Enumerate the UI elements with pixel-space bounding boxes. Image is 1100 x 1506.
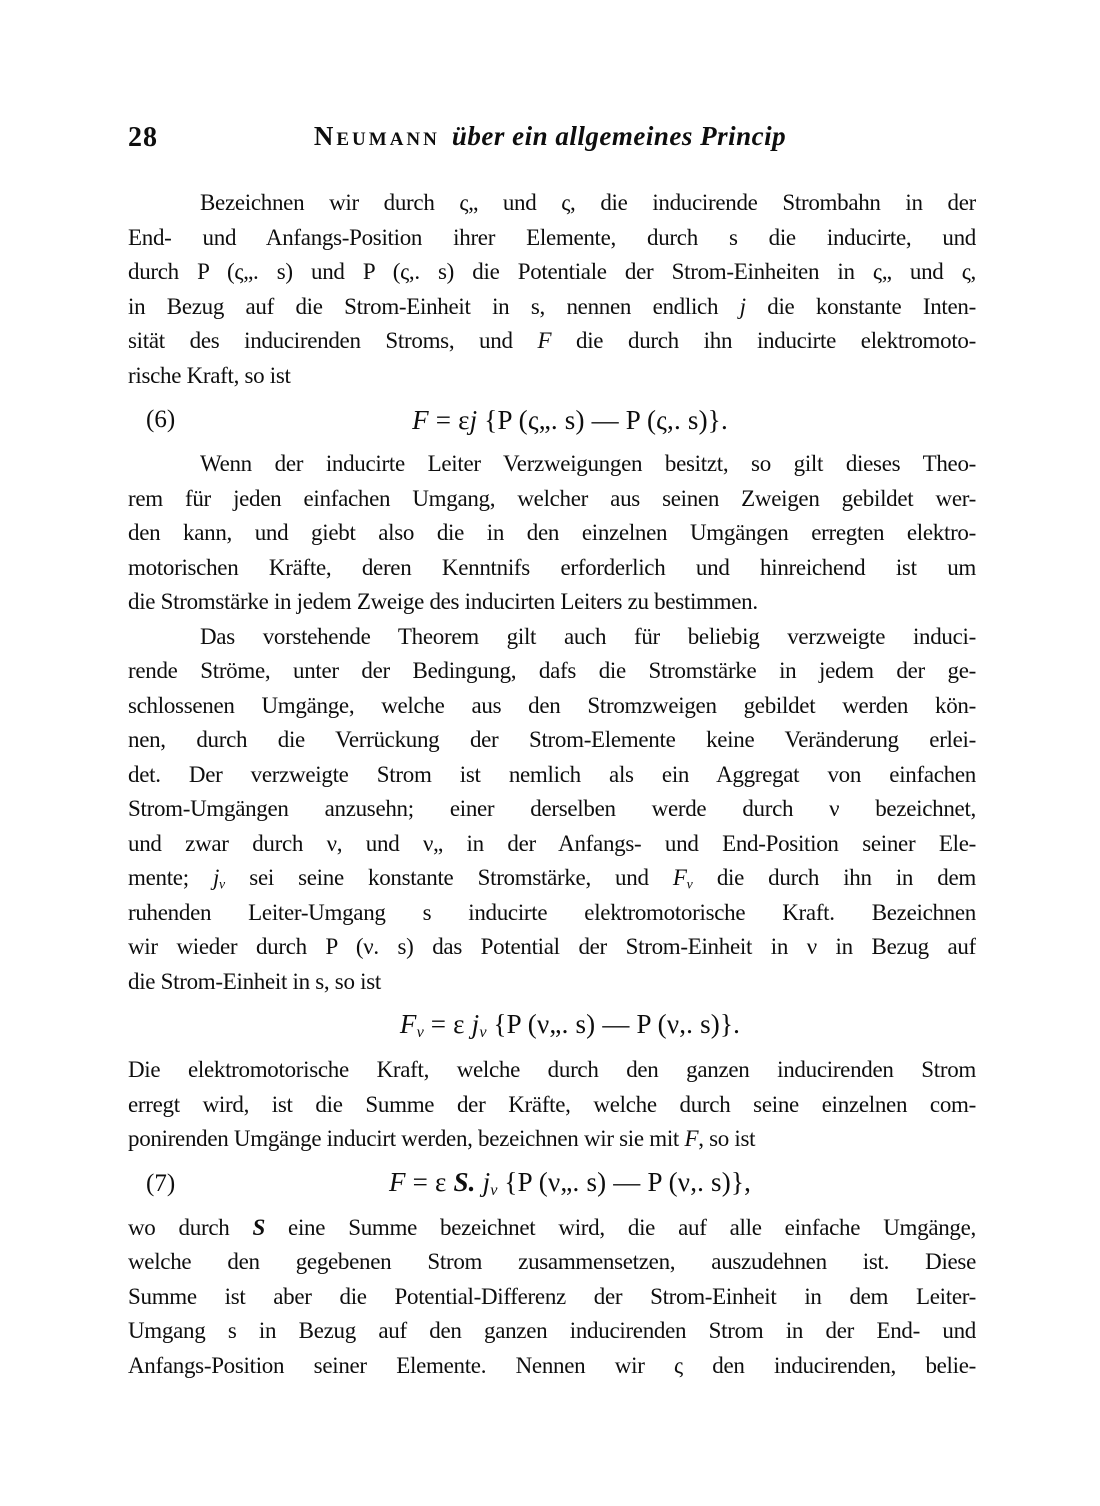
- text-line: Wenn der inducirte Leiter Verzweigungen besitzt, so gilt dieses Theo-: [200, 451, 976, 476]
- formula-part: {P (ν„. s) — P (ν,. s)},: [497, 1166, 752, 1197]
- formula-part: eine Summe bezeichnet wird, die auf alle einfache Umgänge,: [264, 1214, 976, 1240]
- paragraph: [128, 1211, 976, 1384]
- text-line: schlossenen Umgänge, welche aus den Stromzweigen gebildet werden kön-: [128, 692, 976, 718]
- formula-part: j: [212, 865, 220, 890]
- text-line: End- und Anfangs-Position ihrer Elemente, durch s die inducirte, und: [128, 224, 976, 250]
- formula-part: {P (ν„. s) — P (ν,. s)}.: [486, 1009, 741, 1040]
- formula-part: mente;: [128, 865, 213, 890]
- formula-part: sei seine konstante Stromstärke, und: [225, 865, 673, 890]
- text-line: Anfangs-Position seiner Elemente. Nennen wir ς den inducirenden, belie-: [128, 1352, 976, 1378]
- text-line: Umgang s in Bezug auf den ganzen inducirenden Strom in der End- und: [128, 1318, 976, 1343]
- formula-part: die durch ihn in dem: [692, 865, 976, 890]
- text-line: die Strom-Einheit in s, so ist: [128, 968, 381, 994]
- formula-part: = ε: [405, 1166, 454, 1197]
- text-line: Bezeichnen wir durch ς„ und ς, die inducirende Strombahn in der: [200, 190, 976, 215]
- formula-body: [412, 405, 728, 436]
- text-line: [128, 1211, 976, 1246]
- text-line: Strom-Umgängen anzusehn; einer derselben werde durch ν bezeichnet,: [128, 796, 976, 821]
- page-number: 28: [128, 122, 158, 153]
- formula-part: die konstante Inten-: [745, 293, 976, 319]
- formula-part: j: [482, 1166, 491, 1197]
- paragraph: [128, 620, 976, 1000]
- formula-part: sität des inducirenden Stroms, und: [128, 328, 538, 353]
- text-line: welche den gegebenen Strom zusammensetzen, auszudehnen ist. Diese: [128, 1249, 976, 1274]
- formula-number: (6): [146, 406, 176, 433]
- formula-part: F: [684, 1126, 699, 1151]
- formula-part: F: [672, 865, 687, 890]
- paragraph: [128, 186, 976, 393]
- formula-part: wo durch: [128, 1214, 253, 1240]
- formula-part: j: [471, 1009, 480, 1040]
- formula-part: F: [412, 404, 429, 435]
- text-line: durch P (ς„. s) und P (ς,. s) die Potentiale der Strom-Einheiten in ς„ und ς,: [128, 259, 976, 284]
- paragraph: [128, 1053, 976, 1157]
- text-line: motorischen Kräfte, deren Kenntnifs erforderlich und hinreichend ist um: [128, 554, 976, 580]
- text-line: rem für jeden einfachen Umgang, welcher aus seinen Zweigen gebildet wer-: [128, 485, 976, 511]
- text-line: erregt wird, ist die Summe der Kräfte, welche durch seine einzelnen com-: [128, 1091, 976, 1117]
- body-text: [128, 186, 976, 1383]
- text-line: wir wieder durch P (ν. s) das Potential der Strom-Einheit in ν in Bezug auf: [128, 934, 976, 959]
- subscript: ν: [219, 876, 226, 892]
- formula-number: (7): [146, 1169, 176, 1197]
- header-title: über ein allgemeines Princip: [451, 121, 787, 151]
- text-line: nen, durch die Verrückung der Strom-Elemente keine Veränderung erlei-: [128, 727, 976, 752]
- formula-part: = ε: [428, 404, 470, 435]
- formula-part: j: [739, 293, 746, 319]
- formula-part: S: [252, 1214, 265, 1240]
- formula-part: ponirenden Umgänge inducirt werden, bezeichnen wir sie mit: [128, 1126, 685, 1151]
- formula-body: [400, 1009, 740, 1042]
- text-line: Summe ist aber die Potential-Differenz der Strom-Einheit in dem Leiter-: [128, 1283, 976, 1309]
- subscript: ν: [490, 1181, 498, 1200]
- header-author: Neumann: [313, 121, 440, 151]
- formula-part: , so ist: [698, 1126, 756, 1151]
- text-line: [128, 1122, 976, 1157]
- text-line: [128, 324, 976, 359]
- display-formula: [128, 393, 976, 447]
- text-line: Die elektromotorische Kraft, welche durch den ganzen inducirenden Strom: [128, 1057, 976, 1082]
- formula-part: S.: [453, 1166, 476, 1197]
- formula-part: F: [399, 1009, 417, 1040]
- text-line: det. Der verzweigte Strom ist nemlich als ein Aggregat von einfachen: [128, 761, 976, 787]
- subscript: ν: [479, 1023, 487, 1042]
- text-line: Das vorstehende Theorem gilt auch für beliebig verzweigte induci-: [200, 623, 976, 649]
- paragraph: [128, 447, 976, 620]
- running-head: [0, 121, 1100, 152]
- text-line: und zwar durch ν, und ν„ in der Anfangs- und End-Position seiner Ele-: [128, 830, 976, 856]
- formula-part: die durch ihn inducirte elektromoto-: [551, 328, 976, 353]
- display-formula: [128, 1157, 976, 1211]
- formula-part: F: [388, 1166, 406, 1197]
- formula-part: [476, 1167, 483, 1197]
- text-line: die Stromstärke in jedem Zweige des inducirten Leiters zu bestimmen.: [128, 589, 758, 614]
- formula-body: [389, 1167, 751, 1200]
- text-line: [128, 861, 976, 896]
- display-formula: [128, 999, 976, 1053]
- text-line: rische Kraft, so ist: [128, 362, 291, 388]
- text-line: rende Ströme, unter der Bedingung, dafs die Stromstärke in jedem der ge-: [128, 658, 976, 683]
- formula-part: {P (ς„. s) — P (ς,. s)}.: [477, 404, 728, 435]
- formula-part: = ε: [423, 1009, 472, 1040]
- text-line: ruhenden Leiter-Umgang s inducirte elektromotorische Kraft. Bezeichnen: [128, 899, 976, 925]
- formula-part: F: [537, 328, 552, 353]
- text-line: [128, 290, 976, 325]
- subscript: ν: [686, 876, 693, 892]
- formula-part: in Bezug auf die Strom-Einheit in s, nennen endlich: [128, 293, 740, 319]
- text-line: den kann, und giebt also die in den einzelnen Umgängen erregten elektro-: [128, 520, 976, 545]
- subscript: ν: [416, 1023, 424, 1042]
- formula-part: j: [469, 404, 478, 435]
